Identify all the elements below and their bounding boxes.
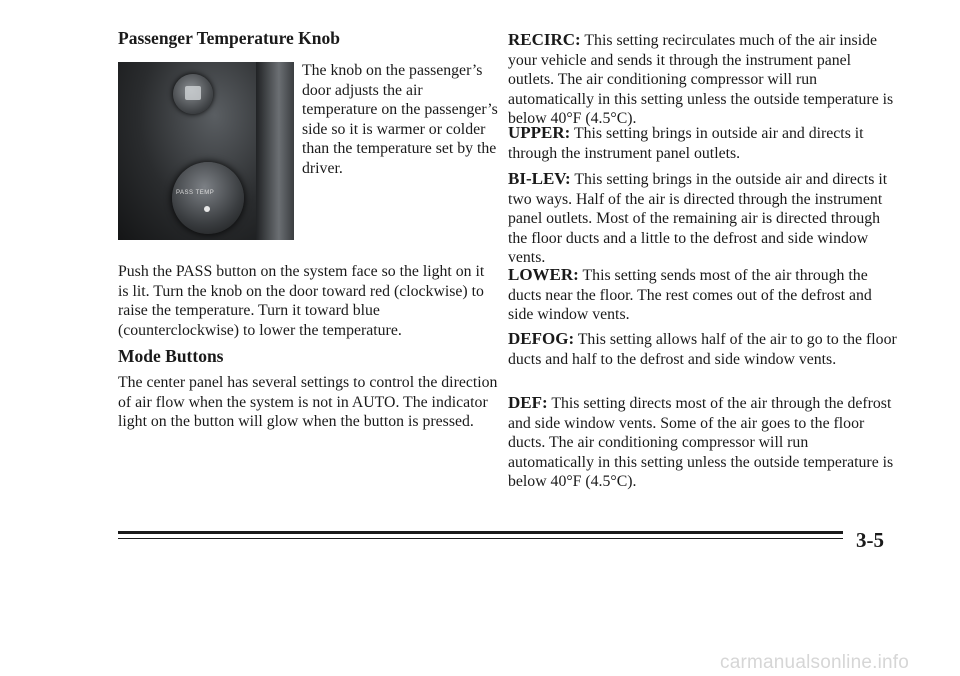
mode-def	[508, 393, 898, 492]
mode-upper-text: This setting brings in outside air and directs it through the instrument panel outlets.	[508, 125, 864, 162]
page-number: 3-5	[856, 528, 884, 552]
mode-def-text: This setting directs most of the air through the defrost and side window vents. Some of the air goes to the floor ducts. The air conditioning compressor will run automatically in this setting unless the outside temperature is below 40°F (4.5°C).	[508, 395, 894, 490]
mode-defog	[508, 329, 898, 369]
knob-indicator-dot	[204, 206, 210, 212]
mode-lower	[508, 265, 898, 325]
mode-buttons-description: The center panel has several settings to control the direction of air flow when the system is not in AUTO. The indicator light on the button will glow when the button is pressed.	[118, 374, 498, 430]
mode-upper	[508, 123, 898, 163]
knob-label: PASS TEMP	[176, 190, 215, 196]
heading-passenger-temperature-knob: Passenger Temperature Knob	[118, 28, 340, 48]
mode-recirc-name: RECIRC:	[508, 30, 581, 49]
mode-def-name: DEF:	[508, 393, 548, 412]
mode-bilev	[508, 169, 898, 268]
watermark: carmanualsonline.info	[720, 652, 910, 673]
passenger-temp-knob-photo	[118, 62, 294, 240]
temperature-knob	[172, 162, 244, 234]
mode-bilev-name: BI-LEV:	[508, 169, 571, 188]
mode-lower-name: LOWER:	[508, 265, 579, 284]
mode-recirc-text: This setting recirculates much of the air inside your vehicle and sends it through the instrument panel outlets. The air conditioning compressor will run automatically in this setting unless the outside temperature is below 40°F (4.5°C).	[508, 32, 894, 127]
footer-rule-thick	[118, 531, 843, 534]
knob-description: The knob on the passenger’s door adjusts the air temperature on the passenger’s side so it is warmer or colder than the temperature set by the driver.	[302, 62, 498, 177]
mode-defog-text: This setting allows half of the air to go to the floor ducts and half to the defrost and side window vents.	[508, 331, 897, 368]
heading-mode-buttons: Mode Buttons	[118, 346, 224, 366]
mode-bilev-text: This setting brings in the outside air and directs it two ways. Half of the air is directed through the instrument panel outlets. Most of the remaining air is directed through the floor ducts and a little to the defrost and side window vents.	[508, 171, 888, 266]
door-panel-strip	[256, 62, 294, 240]
seat-icon	[185, 86, 201, 100]
push-pass-paragraph: Push the PASS button on the system face so the light on it is lit. Turn the knob on the door toward red (clockwise) to raise the temperature. Turn it toward blue (counterclockwise) to lower the temperature.	[118, 263, 485, 339]
mode-lower-text: This setting sends most of the air through the ducts near the floor. The rest comes out of the defrost and side window vents.	[508, 267, 872, 323]
mode-recirc	[508, 30, 898, 129]
mode-upper-name: UPPER:	[508, 123, 571, 142]
footer-rule-thin	[118, 538, 843, 539]
mode-defog-name: DEFOG:	[508, 329, 575, 348]
